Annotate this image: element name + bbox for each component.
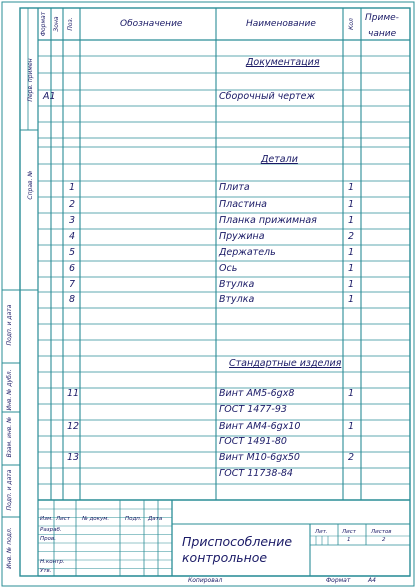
- row-pos: 3: [69, 215, 76, 226]
- tb-lit: Лит.: [315, 529, 328, 535]
- row-name: Винт М10-6gх50: [219, 452, 300, 463]
- header-qty: Кол: [348, 18, 355, 30]
- row-name: Ось: [219, 263, 238, 274]
- row-name: Винт АМ5-6gх8: [219, 388, 295, 399]
- row-qty: 1: [348, 294, 355, 305]
- row-pos: 7: [69, 279, 76, 290]
- tb-listov-value: 2: [382, 537, 386, 543]
- row-pos: 13: [67, 452, 80, 463]
- row-qty: 1: [348, 388, 355, 399]
- tb-no-dokum: № докум.: [82, 516, 110, 522]
- row-pos: 12: [67, 421, 80, 432]
- row-pos: 6: [69, 263, 76, 274]
- side-sprav-no: Справ. №: [27, 170, 34, 200]
- row-qty: 1: [348, 263, 355, 274]
- tb-podp: Подп.: [125, 516, 142, 522]
- header-designation: Обозначение: [120, 19, 183, 29]
- tb-data: Дата: [148, 516, 163, 522]
- side-perv-primen: Перв. примен: [27, 58, 34, 102]
- side-vzam-inv: Взам. инв. №: [6, 416, 13, 458]
- tb-title-2: контрольное: [182, 550, 268, 565]
- row-pos: 2: [69, 199, 76, 210]
- row-name: Винт АМ4-6gх10: [219, 421, 301, 432]
- section-parts: Детали: [261, 154, 298, 165]
- section-standard: Стандартные изделия: [229, 358, 342, 369]
- row-name: Плита: [219, 182, 250, 193]
- row-name: ГОСТ 11738-84: [219, 468, 293, 479]
- side-inv-dubl: Инв. № дубл.: [6, 369, 13, 411]
- row-qty: 1: [348, 182, 355, 193]
- row-qty: 2: [348, 452, 355, 463]
- tb-utv: Утв.: [40, 568, 52, 574]
- row-pos: 8: [69, 294, 76, 305]
- side-inv-podl: Инв. № подл.: [6, 527, 13, 569]
- row-pos: 1: [69, 182, 76, 193]
- row-name: Пластина: [219, 199, 268, 210]
- row-format: А1: [43, 91, 56, 102]
- header-note-2: чание: [368, 29, 397, 39]
- header-note-1: Приме-: [365, 13, 399, 23]
- tb-listov-label: Листов: [371, 529, 392, 535]
- side-podp-data-2: Подп. и дата: [6, 469, 13, 511]
- tb-list-value: 1: [347, 537, 351, 543]
- tb-list-label: Лист: [342, 529, 356, 535]
- tb-prov: Пров.: [40, 536, 56, 542]
- header-pos: Поз.: [67, 17, 74, 31]
- header-name: Наименование: [246, 19, 316, 29]
- row-name: ГОСТ 1491-80: [219, 436, 287, 447]
- tb-format-label: Формат: [326, 577, 351, 584]
- tb-kopiroval: Копировал: [188, 577, 223, 584]
- header-format: Формат: [40, 11, 47, 37]
- row-pos: 4: [69, 231, 76, 242]
- row-name: Пружина: [219, 231, 265, 242]
- row-name: Втулка: [219, 279, 255, 290]
- row-name: ГОСТ 1477-93: [219, 404, 287, 415]
- row-name: Планка прижимная: [219, 215, 317, 226]
- tb-list: Лист: [56, 516, 70, 522]
- header-zone: Зона: [53, 16, 60, 32]
- row-pos: 5: [69, 247, 76, 258]
- row-name: Сборочный чертеж: [219, 91, 316, 102]
- row-qty: 1: [348, 247, 355, 258]
- row-name: Держатель: [219, 247, 276, 258]
- section-documentation: Документация: [246, 57, 320, 68]
- row-qty: 2: [348, 231, 355, 242]
- side-podp-data-1: Подп. и дата: [6, 304, 13, 346]
- row-qty: 1: [348, 199, 355, 210]
- row-name: Втулка: [219, 294, 255, 305]
- row-qty: 1: [348, 215, 355, 226]
- row-qty: 1: [348, 421, 355, 432]
- row-pos: 11: [67, 388, 80, 399]
- tb-razrab: Разраб.: [40, 527, 62, 533]
- tb-format-value: А4: [368, 577, 376, 584]
- tb-n-kontr: Н.контр.: [40, 559, 65, 565]
- tb-title-1: Приспособление: [182, 534, 293, 549]
- tb-izm: Изм.: [40, 516, 53, 522]
- row-qty: 1: [348, 279, 355, 290]
